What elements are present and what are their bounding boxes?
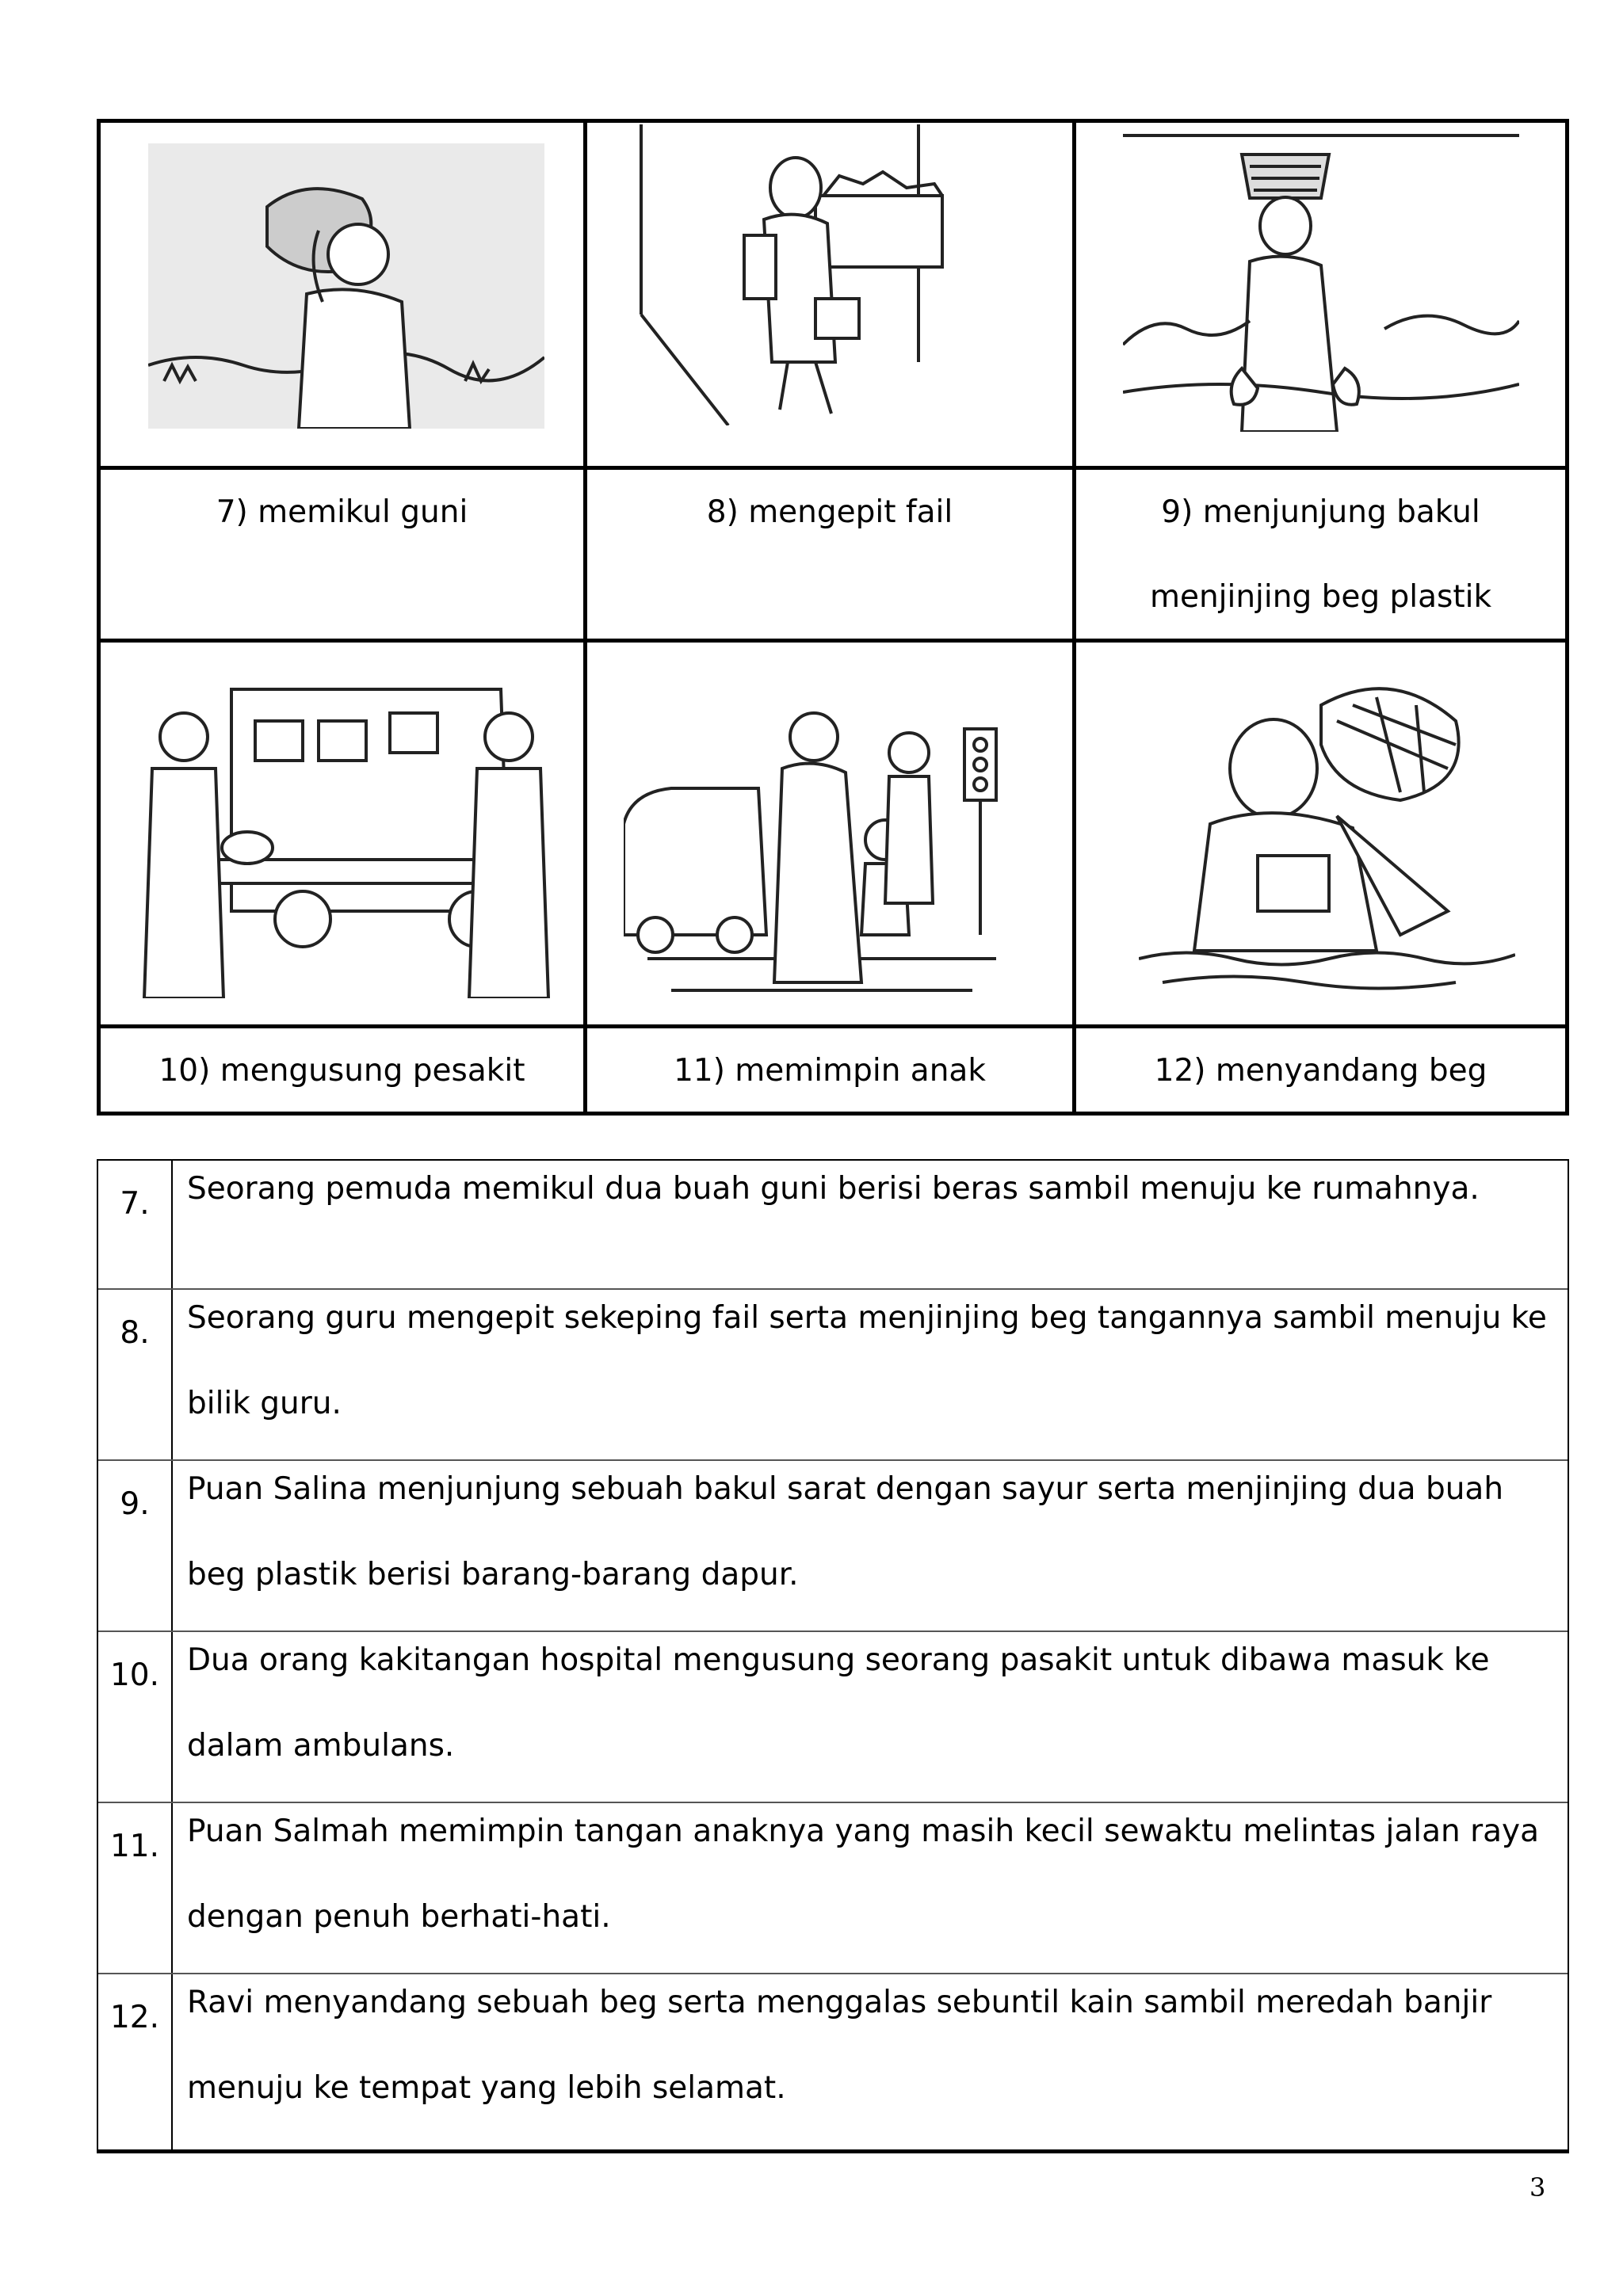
table-row (98, 1632, 1568, 1803)
table-row (98, 1161, 1568, 1290)
caption-text: menjinjing beg plastik (1149, 579, 1492, 615)
table-row (98, 1290, 1568, 1461)
caption-menjunjung-bakul (1076, 470, 1565, 639)
row-sentence: Ravi menyandang sebuah beg serta menggalas sebuntil kain sambil meredah banjir menuju ke tempat yang lebih selamat. (187, 1985, 1492, 2106)
table-row (98, 1461, 1568, 1632)
row-sentence: Puan Salmah memimpin tangan anaknya yang masih kecil sewaktu melintas jalan raya dengan penuh berhati-hati. (187, 1814, 1540, 1935)
sentence-table (97, 1159, 1569, 2153)
caption-menyandang-beg (1076, 1028, 1565, 1113)
row-number: 11. (109, 1829, 160, 1864)
picture-grid (97, 119, 1569, 1116)
caption-mengusung-pesakit (101, 1028, 583, 1113)
grid-divider (583, 123, 587, 1112)
row-number: 12. (109, 2000, 160, 2035)
illustration-menyandang-beg (1139, 673, 1515, 1010)
illustration-memikul-guni (148, 143, 544, 429)
caption-text: 11) memimpin anak (674, 1053, 986, 1089)
caption-memimpin-anak (587, 1028, 1072, 1113)
caption-text: 9) menjunjung bakul (1161, 494, 1480, 530)
row-number: 7. (120, 1186, 150, 1222)
row-number: 8. (120, 1315, 150, 1351)
row-number: 9. (120, 1486, 150, 1522)
table-row (98, 1974, 1568, 2149)
page-number: 3 (1529, 2172, 1546, 2203)
illustration-memimpin-anak (624, 697, 1036, 1018)
illustration-mengusung-pesakit (128, 673, 576, 998)
row-sentence: Puan Salina menjunjung sebuah bakul sarat dengan sayur serta menjinjing dua buah beg plastik berisi barang-barang dapur. (187, 1471, 1504, 1592)
illustration-mengepit-fail (633, 124, 1018, 425)
row-number: 10. (109, 1657, 160, 1693)
illustration-menjunjung-bakul (1123, 131, 1519, 432)
caption-text: 8) mengepit fail (706, 494, 953, 530)
row-sentence: Seorang guru mengepit sekeping fail serta menjinjing beg tangannya sambil menuju ke bilik guru. (187, 1300, 1547, 1421)
caption-text: 12) menyandang beg (1154, 1053, 1487, 1089)
row-sentence: Seorang pemuda memikul dua buah guni berisi beras sambil menuju ke rumahnya. (187, 1171, 1480, 1207)
caption-text: 7) memikul guni (216, 494, 468, 530)
caption-mengepit-fail (587, 470, 1072, 555)
table-row (98, 1803, 1568, 1974)
caption-text: 10) mengusung pesakit (158, 1053, 525, 1089)
row-sentence: Dua orang kakitangan hospital mengusung seorang pasakit untuk dibawa masuk ke dalam ambulans. (187, 1642, 1490, 1764)
caption-memikul-guni (101, 470, 583, 555)
